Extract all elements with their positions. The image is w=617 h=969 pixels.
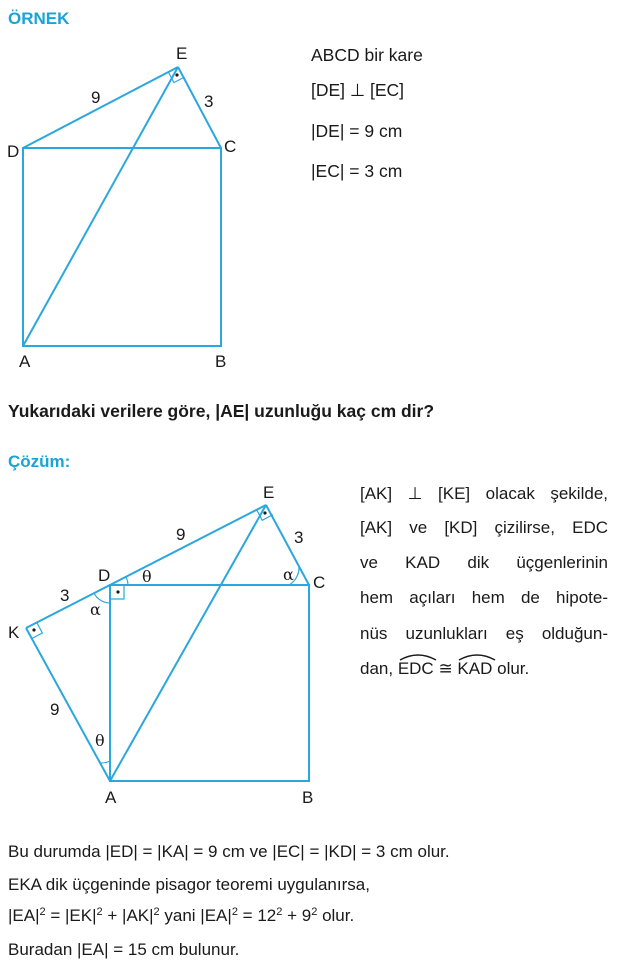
label-e: E (263, 483, 275, 502)
solution-heading: Çözüm: (8, 452, 71, 471)
explanation-line-6 (360, 659, 529, 679)
explanation-line-2: [AK] ve [KD] çizilirse, EDC (360, 518, 608, 537)
label-d: D (98, 566, 111, 585)
angle-alpha-c: α (283, 565, 294, 584)
arc-theta-d (126, 577, 128, 585)
given-line-4: |EC| = 3 cm (311, 161, 403, 181)
angle-edc: EDC (398, 659, 434, 679)
label-c: C (313, 573, 326, 592)
conclusion-line-3: $|EA|^2 = |EK|^2 + |AK|^2$ yani $|EA|^2 = 12^2 + 9^2$ olur. (8, 906, 355, 925)
label-a: A (105, 788, 117, 807)
angle-kad: KAD (457, 659, 492, 679)
segment-ec (178, 67, 221, 148)
explanation-line-4: hem açıları hem de hipote- (360, 588, 608, 607)
conclusion-line-1: Bu durumda |ED| = |KA| = 9 cm ve |EC| = |KD| = 3 cm olur. (8, 842, 450, 861)
label-c: C (224, 137, 237, 156)
length-de: 9 (176, 525, 186, 544)
explanation-line-1: [AK] ⊥ [KE] olacak şekilde, (360, 484, 608, 503)
length-ec: 3 (204, 92, 214, 111)
label-b: B (215, 352, 227, 371)
explanation-prefix: dan, (360, 659, 398, 678)
segment-ka (26, 628, 110, 781)
conclusion-line-4: Buradan |EA| = 15 cm bulunur. (8, 940, 240, 959)
explanation-suffix: olur. (492, 659, 530, 678)
segment-ae (110, 505, 266, 781)
arc-theta-a (100, 761, 110, 763)
label-b: B (302, 788, 314, 807)
explanation-line-5: nüs uzunlukları eş olduğun- (360, 624, 608, 643)
length-de: 9 (91, 88, 101, 107)
question: Yukarıdaki verilere göre, |AE| uzunluğu kaç cm dir? (8, 401, 435, 421)
segment-ae (23, 67, 178, 346)
angle-theta-d: θ (142, 567, 152, 586)
length-ec: 3 (294, 528, 304, 547)
label-e: E (176, 44, 188, 63)
given-line-3: |DE| = 9 cm (311, 121, 403, 141)
length-ka: 9 (50, 700, 60, 719)
given-line-2: [DE] ⊥ [EC] (311, 80, 405, 100)
angle-alpha-d: α (90, 600, 101, 619)
square-abcd (23, 148, 221, 346)
example-figure (0, 0, 617, 380)
example-heading: ÖRNEK (8, 9, 70, 28)
given-line-1: ABCD bir kare (311, 45, 423, 65)
congruent-sign: ≅ (433, 659, 458, 678)
label-a: A (19, 352, 31, 371)
solution-figure (0, 470, 360, 810)
explanation-line-3: ve KAD dik üçgenlerinin (360, 553, 608, 572)
length-kd: 3 (60, 586, 70, 605)
label-k: K (8, 623, 20, 642)
square-abcd (110, 585, 309, 781)
conclusion-line-2: EKA dik üçgeninde pisagor teoremi uygulanırsa, (8, 875, 370, 894)
angle-theta-a: θ (95, 731, 105, 750)
label-d: D (7, 142, 20, 161)
